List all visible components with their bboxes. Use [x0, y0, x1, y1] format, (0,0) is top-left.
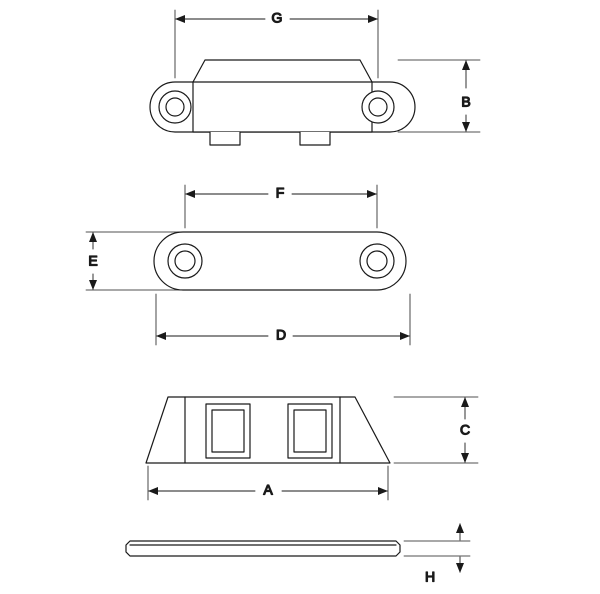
dimension-C — [394, 397, 478, 463]
top-view — [154, 232, 406, 290]
dimension-label-H: H — [424, 568, 436, 585]
dimension-label-C: C — [459, 421, 471, 438]
dimension-A — [148, 466, 388, 500]
dimension-label-B: B — [461, 93, 471, 110]
dimension-H — [404, 524, 470, 585]
dimension-D — [156, 294, 410, 345]
dimension-label-E: E — [88, 252, 98, 269]
plate-view — [126, 541, 400, 556]
dimension-F — [185, 185, 377, 228]
front-view — [150, 60, 415, 145]
side-view — [146, 397, 390, 463]
dimension-label-D: D — [275, 326, 287, 343]
dimension-label-F: F — [275, 184, 285, 201]
dimension-label-G: G — [271, 9, 283, 26]
dimension-label-A: A — [263, 481, 273, 498]
